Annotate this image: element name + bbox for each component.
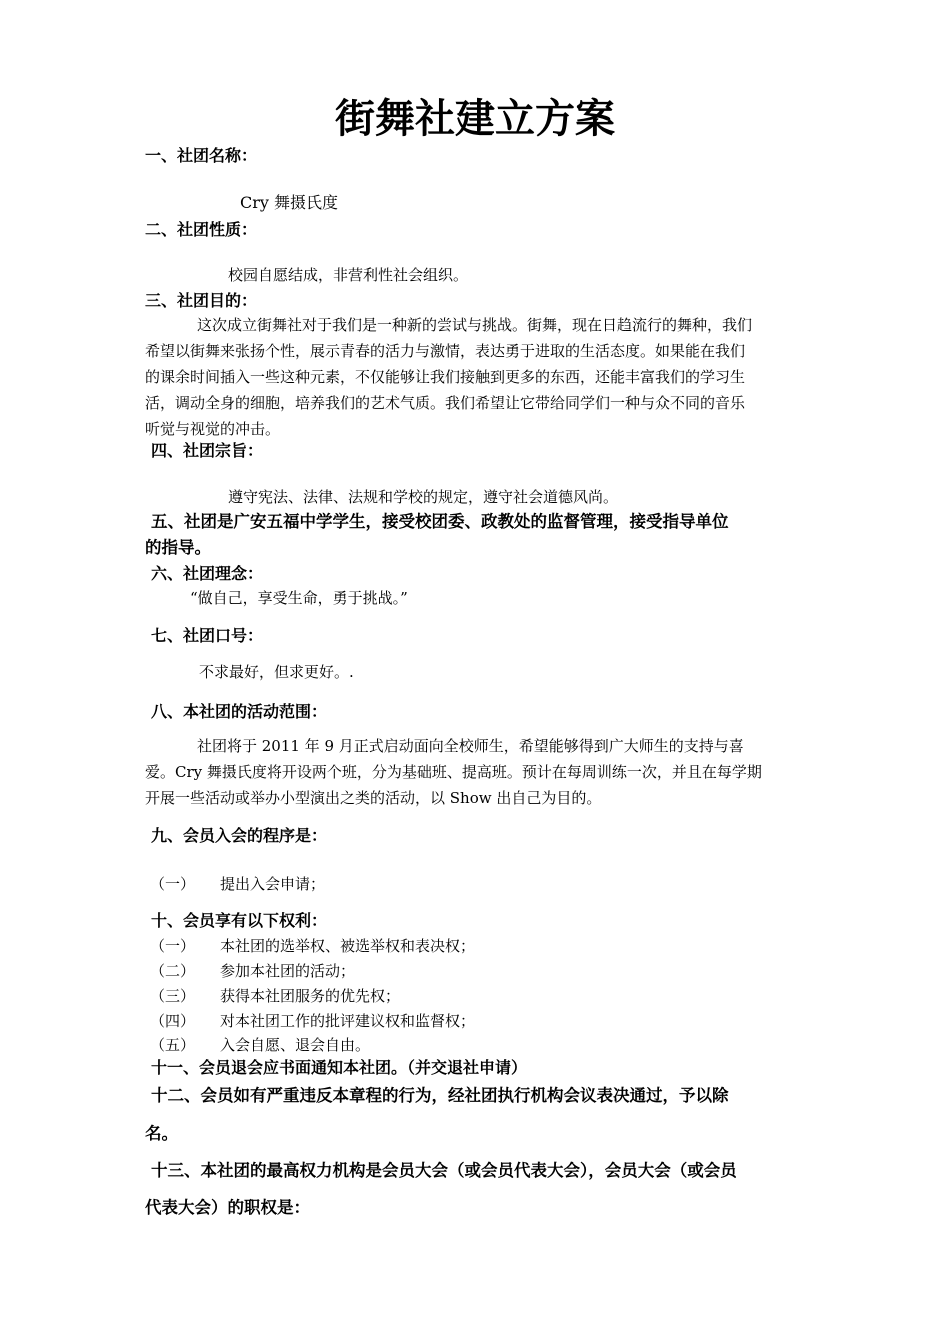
paragraph-line: 社团将于 2011 年 9 月正式启动面向全校师生，希望能够得到广大师生的支持与喜 xyxy=(197,737,744,755)
list-text: 对本社团工作的批评建议权和监督权； xyxy=(220,1012,476,1030)
paragraph-line: 爱。Cry 舞摄氏度将开设两个班，分为基础班、提高班。预计在每周训练一次，并且在每学期 xyxy=(145,763,762,781)
document-title: 街舞社建立方案 xyxy=(335,96,615,142)
list-number: （一） xyxy=(150,875,196,893)
section-6-heading: 六、社团理念： xyxy=(151,564,264,583)
paragraph-line: 的课余时间插入一些这种元素，不仅能够让我们接触到更多的东西，还能丰富我们的学习生 xyxy=(145,368,746,386)
list-number: （一） xyxy=(150,937,196,955)
section-12-line-1: 十二、会员如有严重违反本章程的行为，经社团执行机构会议表决通过，予以除 xyxy=(151,1086,729,1105)
section-1-heading: 一、社团名称： xyxy=(145,146,258,165)
club-philosophy: “做自己，享受生命，勇于挑战。” xyxy=(190,589,408,607)
section-13-line-1: 十三、本社团的最高权力机构是会员大会（或会员代表大会），会员大会（或会员 xyxy=(151,1161,737,1180)
list-item xyxy=(150,986,750,1006)
list-item xyxy=(150,936,750,956)
paragraph-line: 开展一些活动或举办小型演出之类的活动，以 Show 出自己为目的。 xyxy=(145,789,602,807)
list-text: 提出入会申请； xyxy=(220,875,326,893)
section-5-line-1: 五、社团是广安五福中学学生，接受校团委、政教处的监督管理，接受指导单位 xyxy=(151,512,729,531)
list-text: 入会自愿、退会自由。 xyxy=(220,1036,371,1054)
section-3-heading: 三、社团目的： xyxy=(145,291,258,310)
club-nature: 校园自愿结成，非营利性社会组织。 xyxy=(228,266,469,284)
list-item xyxy=(150,1011,750,1031)
club-name: Cry 舞摄氏度 xyxy=(240,193,339,212)
list-number: （四） xyxy=(150,1012,196,1030)
paragraph-line: 这次成立街舞社对于我们是一种新的尝试与挑战。街舞，现在日趋流行的舞种，我们 xyxy=(197,316,753,334)
list-text: 获得本社团服务的优先权； xyxy=(220,987,401,1005)
paragraph-line: 活，调动全身的细胞，培养我们的艺术气质。我们希望让它带给同学们一种与众不同的音乐 xyxy=(145,394,746,412)
list-item xyxy=(150,1035,750,1055)
section-8-paragraph xyxy=(145,733,810,811)
list-item xyxy=(150,874,750,894)
section-8-heading: 八、本社团的活动范围： xyxy=(151,702,328,721)
section-5-line-2: 的指导。 xyxy=(145,538,211,557)
club-slogan: 不求最好，但求更好。. xyxy=(199,663,354,681)
section-11-text: 十一、会员退会应书面通知本社团。（并交退社申请） xyxy=(151,1058,528,1077)
section-10-heading: 十、会员享有以下权利： xyxy=(151,911,328,930)
list-text: 本社团的选举权、被选举权和表决权； xyxy=(220,937,476,955)
list-number: （三） xyxy=(150,987,196,1005)
section-12-line-2: 名。 xyxy=(145,1124,178,1143)
list-number: （二） xyxy=(150,962,196,980)
paragraph-line: 听觉与视觉的冲击。 xyxy=(145,420,281,438)
section-2-heading: 二、社团性质： xyxy=(145,220,258,239)
club-tenet: 遵守宪法、法律、法规和学校的规定，遵守社会道德风尚。 xyxy=(228,488,619,506)
section-4-heading: 四、社团宗旨： xyxy=(151,441,264,460)
list-text: 参加本社团的活动； xyxy=(220,962,356,980)
list-number: （五） xyxy=(150,1036,196,1054)
paragraph-line: 希望以街舞来张扬个性，展示青春的活力与激情，表达勇于进取的生活态度。如果能在我们 xyxy=(145,342,746,360)
section-9-heading: 九、会员入会的程序是： xyxy=(151,826,328,845)
section-7-heading: 七、社团口号： xyxy=(151,626,264,645)
section-3-paragraph xyxy=(145,312,810,442)
section-13-line-2: 代表大会）的职权是： xyxy=(145,1198,310,1217)
list-item xyxy=(150,961,750,981)
